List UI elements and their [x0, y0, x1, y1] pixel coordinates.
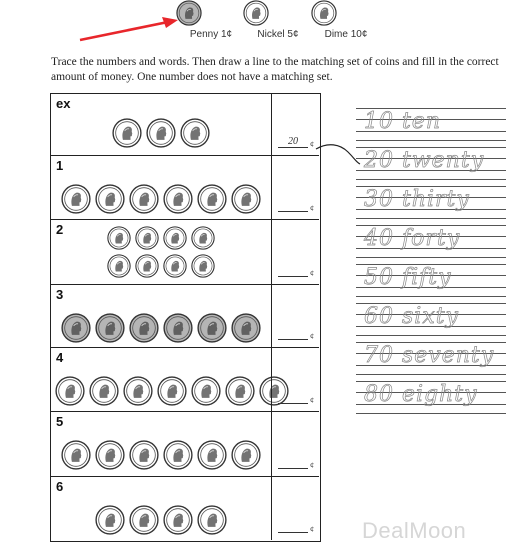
worksheet-row: [51, 156, 319, 220]
dime-icon: [55, 376, 85, 406]
dime-icon: [107, 226, 131, 250]
answer-cell[interactable]: [271, 412, 319, 476]
instructions-text: Trace the numbers and words. Then draw a line to the matching set of coins and fill in the correct amount of money. One number does not have a matching set.: [51, 56, 499, 83]
nickel-icon: [243, 0, 313, 26]
row-label: 6: [56, 479, 64, 494]
coin-set: [51, 220, 271, 284]
trace-row: [356, 186, 506, 216]
dime-icon: [129, 505, 159, 535]
trace-guide-line: [356, 335, 506, 336]
penny-icon: [129, 313, 159, 343]
row-label: 3: [56, 287, 64, 302]
row-label: 5: [56, 414, 64, 429]
penny-icon: [176, 0, 246, 26]
dime-icon: [157, 376, 187, 406]
coin-set: [51, 477, 271, 540]
trace-text[interactable]: 60 sixty: [364, 304, 459, 329]
worksheet-row: [51, 348, 319, 412]
dime-icon: [61, 184, 91, 214]
answer-cell[interactable]: [271, 348, 319, 411]
answer-blank[interactable]: [278, 403, 308, 404]
answer-cell[interactable]: [271, 220, 319, 284]
answer-blank[interactable]: [278, 468, 308, 469]
cent-sign: ¢: [310, 332, 314, 341]
trace-guide-line: [356, 179, 506, 180]
watermark: DealMoon: [362, 518, 467, 543]
nickel-icon: [163, 184, 193, 214]
cent-sign: ¢: [310, 204, 314, 213]
trace-text[interactable]: 80 eighty: [364, 382, 478, 407]
trace-row: [356, 108, 506, 138]
nickel-icon: [163, 505, 193, 535]
legend-nickel: [243, 0, 313, 40]
dime-icon: [163, 254, 187, 278]
trace-text[interactable]: 50 fifty: [364, 265, 452, 290]
nickel-icon: [231, 440, 261, 470]
cent-sign: ¢: [310, 269, 314, 278]
worksheet-row: [51, 412, 319, 477]
dime-icon: [95, 440, 125, 470]
trace-text[interactable]: 70 seventy: [364, 343, 495, 368]
legend-penny: [176, 0, 246, 40]
coin-worksheet: [50, 93, 321, 542]
red-arrow-icon: [78, 16, 182, 46]
trace-text[interactable]: 30 thirty: [364, 187, 470, 212]
answer-blank[interactable]: [278, 211, 308, 212]
worksheet-row: [51, 477, 319, 540]
trace-text[interactable]: 20 twenty: [364, 148, 485, 173]
trace-guide-line: [356, 140, 506, 141]
dime-icon: [163, 226, 187, 250]
trace-row: [356, 264, 506, 294]
nickel-icon: [225, 376, 255, 406]
dime-icon: [135, 226, 159, 250]
answer-blank[interactable]: [278, 339, 308, 340]
answer-blank[interactable]: [278, 276, 308, 277]
nickel-icon: [197, 184, 227, 214]
trace-text[interactable]: 10 ten: [364, 109, 442, 134]
coin-set: [51, 412, 271, 476]
dime-icon: [191, 254, 215, 278]
nickel-icon: [112, 118, 142, 148]
cent-sign: ¢: [310, 396, 314, 405]
worksheet-row: [51, 285, 319, 348]
answer-blank[interactable]: 20: [278, 136, 308, 148]
nickel-icon: [146, 118, 176, 148]
trace-guide-line: [356, 218, 506, 219]
row-label: 4: [56, 350, 64, 365]
trace-row: [356, 225, 506, 255]
nickel-icon: [231, 184, 261, 214]
dime-icon: [191, 376, 221, 406]
coin-set: [51, 285, 271, 347]
nickel-icon: [197, 505, 227, 535]
trace-row: [356, 342, 506, 372]
trace-row: [356, 147, 506, 177]
dime-icon: [123, 376, 153, 406]
trace-text[interactable]: 40 forty: [364, 226, 461, 251]
penny-icon: [163, 313, 193, 343]
dime-icon: [89, 376, 119, 406]
row-label: 1: [56, 158, 64, 173]
nickel-icon: [129, 184, 159, 214]
penny-icon: [95, 313, 125, 343]
coin-set: [51, 156, 271, 219]
cent-sign: ¢: [310, 525, 314, 534]
dime-icon: [191, 226, 215, 250]
dime-icon: [163, 440, 193, 470]
dime-icon: [107, 254, 131, 278]
legend-dime: [311, 0, 381, 40]
nickel-icon: [197, 440, 227, 470]
worksheet-row: [51, 94, 319, 156]
answer-cell[interactable]: [271, 156, 319, 219]
penny-icon: [61, 313, 91, 343]
legend-dime-label: Dime 10¢: [324, 29, 368, 40]
coin-set: [51, 348, 271, 411]
legend-nickel-label: Nickel 5¢: [257, 29, 299, 40]
trace-row: [356, 303, 506, 333]
dime-icon: [311, 0, 381, 26]
trace-guide-line: [356, 257, 506, 258]
coin-set: [51, 94, 271, 155]
dime-icon: [95, 505, 125, 535]
row-label: ex: [56, 96, 71, 111]
trace-guide-line: [356, 413, 506, 414]
answer-cell[interactable]: [271, 285, 319, 347]
dime-icon: [135, 254, 159, 278]
row-label: 2: [56, 222, 64, 237]
penny-icon: [231, 313, 261, 343]
answer-cell[interactable]: [271, 94, 319, 155]
dime-icon: [95, 184, 125, 214]
dime-icon: [61, 440, 91, 470]
answer-blank[interactable]: [278, 532, 308, 533]
penny-icon: [197, 313, 227, 343]
trace-row: [356, 381, 506, 411]
legend-penny-label: Penny 1¢: [189, 29, 233, 40]
cent-sign: ¢: [310, 140, 314, 149]
cent-sign: ¢: [310, 461, 314, 470]
nickel-icon: [180, 118, 210, 148]
trace-guide-line: [356, 374, 506, 375]
answer-cell[interactable]: [271, 477, 319, 540]
dime-icon: [129, 440, 159, 470]
trace-guide-line: [356, 296, 506, 297]
worksheet-row: [51, 220, 319, 285]
